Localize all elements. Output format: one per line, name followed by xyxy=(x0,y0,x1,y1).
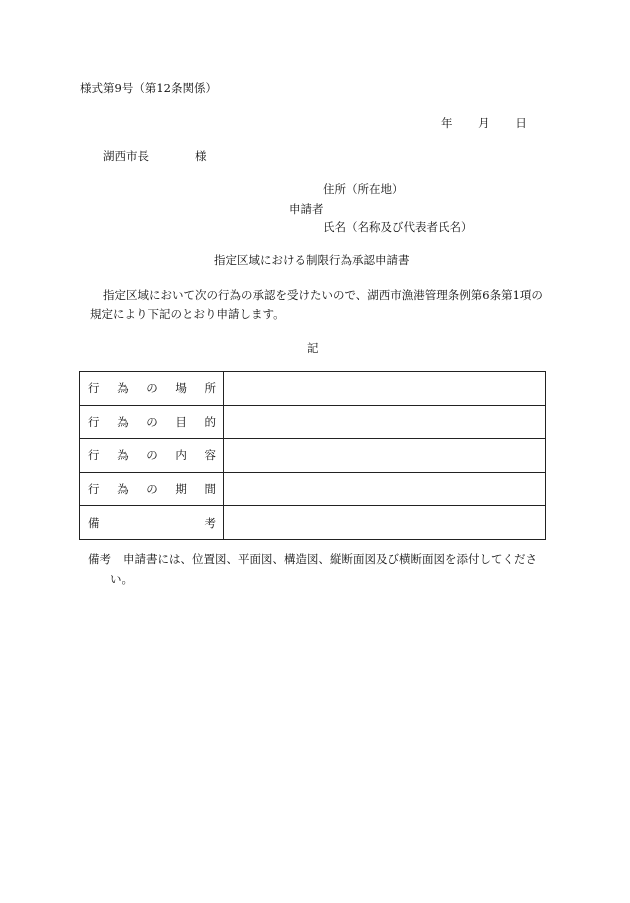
row-label xyxy=(88,447,216,463)
addressee xyxy=(103,150,207,164)
record-table xyxy=(79,371,546,540)
label-char: 行 xyxy=(88,448,100,463)
label-char: の xyxy=(146,448,158,463)
label-char: 目 xyxy=(175,414,187,429)
label-char: 為 xyxy=(117,482,129,497)
row-label xyxy=(88,380,216,396)
body-paragraph xyxy=(80,286,558,324)
table-row xyxy=(80,439,546,473)
body-line-2: 規定により下記のとおり申請します。 xyxy=(90,306,285,321)
addressee-name: 湖西市長 xyxy=(103,149,149,163)
label-char: 行 xyxy=(88,482,100,497)
date-line xyxy=(441,117,527,131)
date-month-label: 月 xyxy=(478,116,490,130)
body-line-1: 指定区域において次の行為の承認を受けたいので、湖西市漁港管理条例第6条第1項の xyxy=(103,288,543,302)
applicant-label: 申請者 xyxy=(289,202,324,216)
label-char: 為 xyxy=(117,414,129,429)
footnote-continuation: い。 xyxy=(110,572,133,587)
label-char: 内 xyxy=(175,448,187,463)
row-label-cell xyxy=(80,405,224,439)
label-char: の xyxy=(146,482,158,497)
row-label xyxy=(88,481,216,497)
label-char: 備 xyxy=(88,515,100,530)
label-char: 為 xyxy=(117,381,129,396)
date-day-label: 日 xyxy=(515,116,527,130)
date-year-label: 年 xyxy=(441,116,453,130)
label-char: 期 xyxy=(175,482,187,497)
row-label-cell xyxy=(80,506,224,540)
applicant-address-label: 住所（所在地） xyxy=(323,182,404,196)
label-char: 行 xyxy=(88,414,100,429)
row-label-cell xyxy=(80,372,224,406)
label-char: 場 xyxy=(175,381,187,396)
label-char: の xyxy=(146,414,158,429)
label-char: の xyxy=(146,381,158,396)
label-char: 為 xyxy=(117,448,129,463)
row-label-cell xyxy=(80,472,224,506)
row-label-cell xyxy=(80,439,224,473)
footnote xyxy=(88,549,558,589)
content-value-cell[interactable] xyxy=(224,439,546,473)
document-title: 指定区域における制限行為承認申請書 xyxy=(214,253,410,267)
label-char: 間 xyxy=(204,482,216,497)
addressee-honorific: 様 xyxy=(195,149,207,163)
footnote-label: 備考 xyxy=(88,552,111,566)
ki-heading: 記 xyxy=(307,341,319,355)
period-value-cell[interactable] xyxy=(224,472,546,506)
location-value-cell[interactable] xyxy=(224,372,546,406)
form-number: 様式第9号（第12条関係） xyxy=(80,81,217,95)
table-row xyxy=(80,405,546,439)
table-row xyxy=(80,472,546,506)
footnote-text: 申請書には、位置図、平面図、構造図、縦断面図及び横断面図を添付してくださ xyxy=(123,552,537,566)
applicant-name-label: 氏名（名称及び代表者氏名） xyxy=(323,220,473,234)
label-char: 所 xyxy=(204,381,216,396)
row-label xyxy=(88,515,216,531)
purpose-value-cell[interactable] xyxy=(224,405,546,439)
label-char: 的 xyxy=(204,414,216,429)
label-char: 容 xyxy=(204,448,216,463)
remarks-value-cell[interactable] xyxy=(224,506,546,540)
label-char: 考 xyxy=(204,515,216,530)
table-row xyxy=(80,506,546,540)
label-char: 行 xyxy=(88,381,100,396)
table-row xyxy=(80,372,546,406)
row-label xyxy=(88,414,216,430)
